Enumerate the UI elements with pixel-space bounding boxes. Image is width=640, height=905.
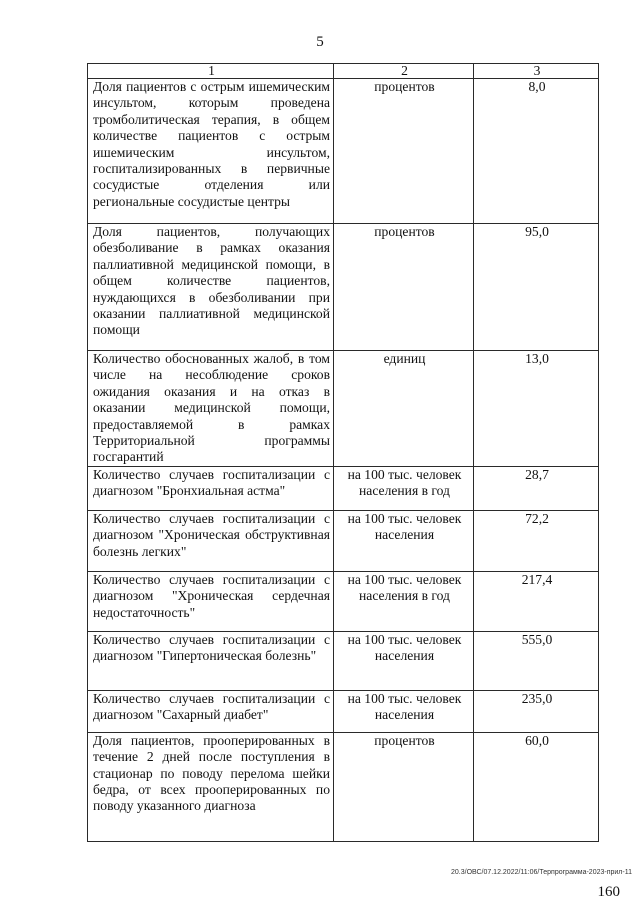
indicator-value: 72,2 [474,510,599,571]
page-number: 5 [316,34,324,50]
column-header-2: 2 [334,64,474,79]
indicator-value: 60,0 [474,732,599,841]
indicator-name: Доля пациентов с острым ишемическим инсультом, которым проведена тромболитическая терапия, в общем количестве пациентов с острым ишемическим инсультом, госпитализированных в первичные сосудистые отделения или региональные сосудистые центры [88,79,334,224]
indicator-unit: процентов [334,224,474,351]
indicator-unit: на 100 тыс. человек населения в год [334,466,474,510]
table-row [88,732,599,841]
column-header-1: 1 [88,64,334,79]
indicator-name: Количество случаев госпитализации с диагнозом "Сахарный диабет" [88,690,334,732]
indicator-unit: процентов [334,732,474,841]
indicator-unit: на 100 тыс. человек населения [334,631,474,690]
table-row [88,571,599,631]
indicator-value: 235,0 [474,690,599,732]
indicator-value: 555,0 [474,631,599,690]
indicator-name: Количество случаев госпитализации с диагнозом "Гипертоническая болезнь" [88,631,334,690]
indicator-name: Доля пациентов, прооперированных в течение 2 дней после поступления в стационар по поводу перелома шейки бедра, от всех прооперированных по поводу указанного диагноза [88,732,334,841]
indicator-unit: на 100 тыс. человек населения [334,510,474,571]
indicator-value: 217,4 [474,571,599,631]
indicator-unit: на 100 тыс. человек населения в год [334,571,474,631]
indicator-name: Количество обоснованных жалоб, в том числе на несоблюдение сроков ожидания оказания и на отказ в оказании медицинской помощи, предоставляемой в рамках Территориальной программы госгарантий [88,351,334,467]
table-row [88,510,599,571]
table-row [88,690,599,732]
indicator-unit: единиц [334,351,474,467]
indicator-value: 8,0 [474,79,599,224]
document-footer-code: 20.3/ОВС/07.12.2022/11:06/Терпрограмма-2023-прил-11 [451,869,632,876]
indicator-name: Количество случаев госпитализации с диагнозом "Хроническая сердечная недостаточность" [88,571,334,631]
table-row [88,79,599,224]
table-header-row [88,64,599,79]
indicator-name: Количество случаев госпитализации с диагнозом "Бронхиальная астма" [88,466,334,510]
table-row [88,631,599,690]
indicator-name: Количество случаев госпитализации с диагнозом "Хроническая обструктивная болезнь легких" [88,510,334,571]
table-row [88,351,599,467]
indicators-table [87,63,599,842]
column-header-3: 3 [474,64,599,79]
indicator-unit: процентов [334,79,474,224]
indicator-value: 28,7 [474,466,599,510]
indicator-value: 95,0 [474,224,599,351]
table-row [88,466,599,510]
table-row [88,224,599,351]
indicator-name: Доля пациентов, получающих обезболивание в рамках оказания паллиативной медицинской помощи, в общем количестве пациентов, нуждающихся в обезболивании при оказании паллиативной медицинской помощи [88,224,334,351]
sheet-number: 160 [597,884,620,900]
indicator-value: 13,0 [474,351,599,467]
indicator-unit: на 100 тыс. человек населения [334,690,474,732]
